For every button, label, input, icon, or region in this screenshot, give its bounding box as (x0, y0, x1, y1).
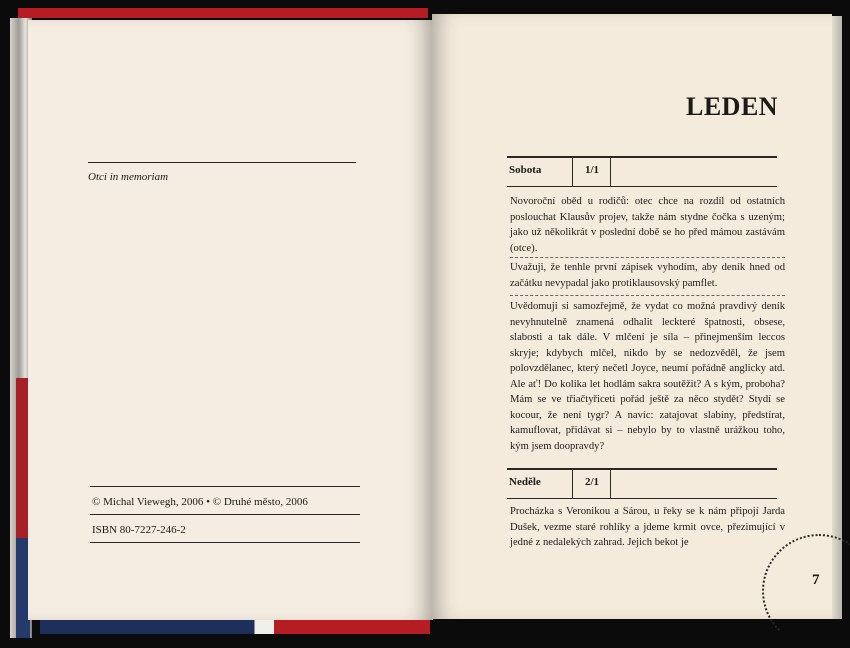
dotted-arc-decoration (762, 534, 850, 648)
day-header-bottom-rule (507, 498, 777, 499)
day-header-top-rule (507, 156, 777, 158)
day-header-sunday (507, 468, 777, 498)
day-header-bottom-rule (507, 186, 777, 187)
day-header-saturday (507, 156, 777, 186)
page-number: 7 (812, 572, 820, 588)
entry-divider (510, 257, 785, 258)
dedication: Otci in memoriam (88, 171, 169, 183)
day-date: 2/1 (585, 476, 600, 488)
copyright-line: © Michal Viewegh, 2006 • © Druhé město, 2006 (92, 496, 308, 508)
diary-entry: Procházka s Veronikou a Sárou, u řeky se k nám připojí Jarda Dušek, vezme staré rohlíky a jdeme krmit ovce, přezimující v jedné z nedalekých zahrad. Jejich bekot je (510, 506, 785, 548)
entry-divider (510, 295, 785, 296)
right-page (432, 14, 832, 619)
day-header-top-rule (507, 468, 777, 470)
day-separator (572, 156, 573, 186)
copyright-rule-bottom (90, 542, 360, 543)
copyright-rule-top (90, 486, 360, 487)
day-separator (610, 156, 611, 186)
diary-entry: Uvažuji, že tenhle první zápisek vyhodím, aby deník hned od začátku nevypadal jako protiklausovský pamflet. (510, 262, 785, 289)
month-heading: LEDEN (686, 92, 779, 121)
diary-entry: Uvědomuji si samozřejmě, že vydat co možná pravdivý deník nevyhnutelně znamená odhalit leckteré špatnosti, obsese, slabosti a tak dále. V mlčení je síla – přinejmenším leccos skryje; kdybych mlčel, nikdo by se nedozvěděl, že jsem polovzdělanec, který nečetl Joyce, neumí pořádně anglicky atd. Ale ať! Do kolika let hodlám sakra soutěžit? A s kým, proboha? Mám se ve třiačtyřiceti pořád ještě za něco stydět? Stydí se kocour, že není tygr? A navíc: zatajovat slabiny, předstírat, kamuflovat, přidávat si – nebylo by to vlastně urážkou toho, kým jsem doopravdy? (510, 301, 785, 452)
day-date: 1/1 (585, 164, 600, 176)
dedication-rule (88, 162, 356, 163)
day-separator (610, 468, 611, 498)
cover-red-edge (18, 8, 428, 18)
copyright-rule-middle (90, 514, 360, 515)
day-name: Neděle (509, 476, 541, 488)
day-name: Sobota (509, 164, 542, 176)
day-separator (572, 468, 573, 498)
left-page (28, 20, 433, 620)
cover-bottom-edge (40, 620, 430, 634)
diary-entry: Novoroční oběd u rodičů: otec chce na rozdíl od ostatních poslouchat Klausův projev, takže nám stydne čočka s uzeným; jako už několikrát v poslední době se ho před mámou zastávám (otce). (510, 196, 785, 254)
isbn: ISBN 80-7227-246-2 (92, 524, 186, 536)
